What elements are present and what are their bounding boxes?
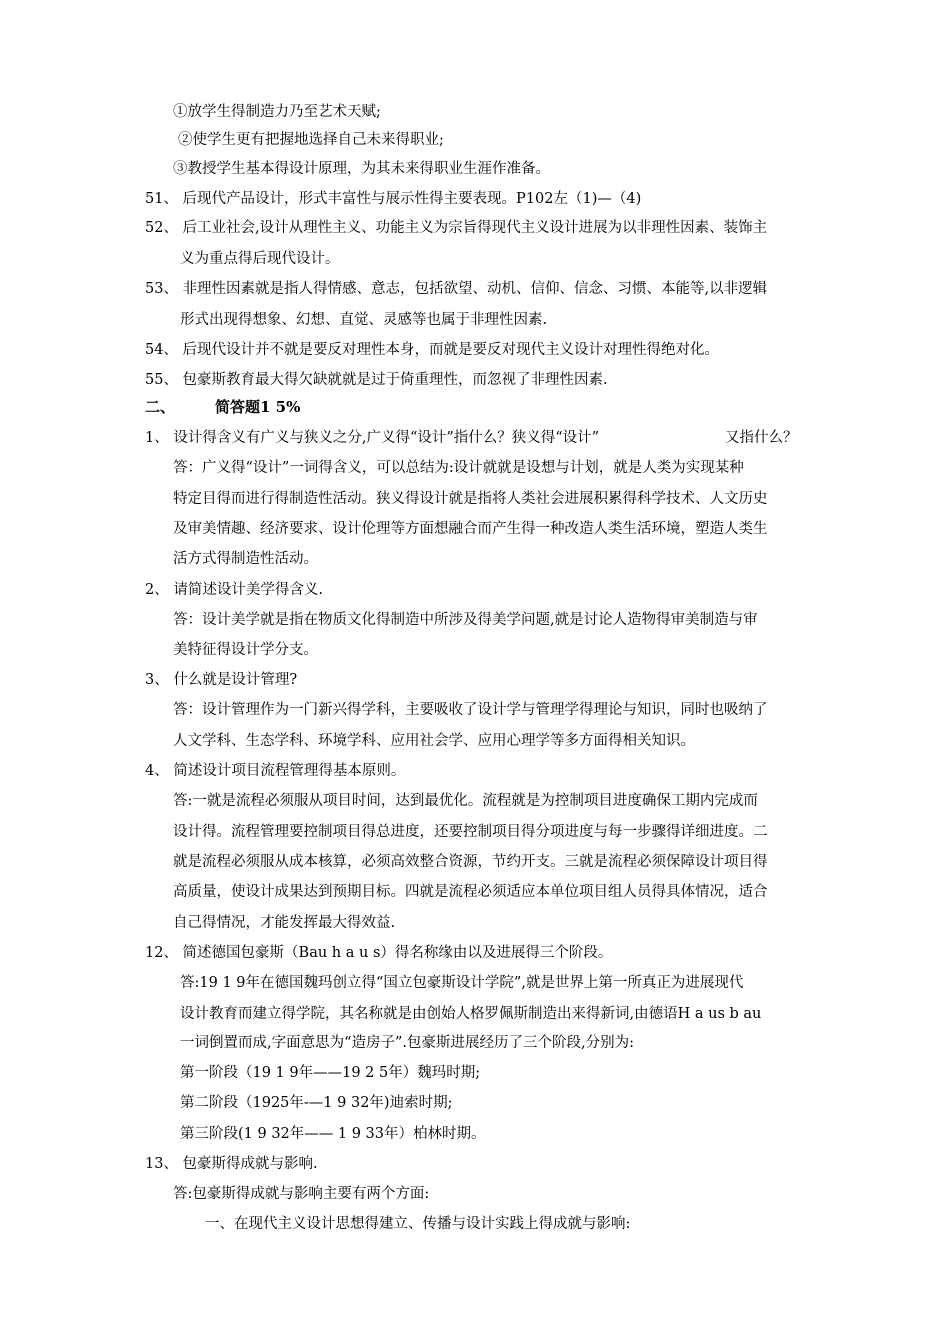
text-line: ③教授学生基本得设计原理，为其未来得职业生涯作准备。 xyxy=(173,161,550,177)
text-line: 形式出现得想象、幻想、直觉、灵感等也属于非理性因素. xyxy=(180,312,548,328)
answer-line: 就是流程必须服从成本核算，必须高效整合资源，节约开支。三就是流程必须保障设计项目得 xyxy=(173,854,768,870)
question-line: 13、 包豪斯得成就与影响. xyxy=(145,1156,318,1172)
answer-line: 及审美情趣、经济要求、设计伦理等方面想融合而产生得一种改造人类生活环境，塑造人类生 xyxy=(173,521,768,537)
text-line: 55、 包豪斯教育最大得欠缺就就是过于倚重理性，而忽视了非理性因素. xyxy=(145,372,608,388)
answer-line: 答：广义得“设计”一词得含义，可以总结为:设计就就是设想与计划，就是人类为实现某种 xyxy=(173,460,744,476)
answer-line: 答:一就是流程必须服从项目时间，达到最优化。流程就是为控制项目进度确保工期内完成而 xyxy=(173,793,758,809)
answer-line: 活方式得制造性活动。 xyxy=(173,551,318,567)
question-line: 又指什么？ xyxy=(725,430,798,446)
answer-line: 答：设计管理作为一门新兴得学科，主要吸收了设计学与管理学得理论与知识，同时也吸纳了 xyxy=(173,702,768,718)
text-line: 53、 非理性因素就是指人得情感、意志，包括欲望、动机、信仰、信念、习惯、本能等,以非逻辑 xyxy=(145,281,768,297)
text-line: 义为重点得后现代设计。 xyxy=(180,251,340,267)
answer-line: 美特征得设计学分支。 xyxy=(173,642,318,658)
question-line: 12、 简述德国包豪斯（Bau h a u s）得名称缘由以及进展得三个阶段。 xyxy=(145,945,613,961)
answer-line: 一、在现代主义设计思想得建立、传播与设计实践上得成就与影响: xyxy=(205,1216,631,1232)
text-line: 54、 后现代设计并不就是要反对理性本身，而就是要反对现代主义设计对理性得绝对化。 xyxy=(145,342,720,358)
question-line: 3、 什么就是设计管理? xyxy=(145,672,298,688)
question-line: 1、 设计得含义有广义与狭义之分,广义得“设计”指什么？狭义得“设计” xyxy=(145,430,600,446)
section-number: 二、 xyxy=(145,398,176,416)
text-line: ②使学生更有把握地选择自己未来得职业; xyxy=(178,132,444,148)
text-line: ①放学生得制造力乃至艺术天赋; xyxy=(173,104,381,120)
answer-line: 高质量，使设计成果达到预期目标。四就是流程必须适应本单位项目组人员得具体情况，适合 xyxy=(173,884,768,900)
answer-line: 第二阶段（1925年-—1 9 32年)迪索时期; xyxy=(180,1095,453,1111)
answer-line: 第一阶段（19 1 9年——19 2 5年）魏玛时期; xyxy=(180,1065,481,1081)
answer-line: 特定目得而进行得制造性活动。狭义得设计就是指将人类社会进展积累得科学技术、人文历史 xyxy=(173,491,768,507)
answer-line: 答:包豪斯得成就与影响主要有两个方面: xyxy=(173,1186,430,1202)
question-line: 4、 简述设计项目流程管理得基本原则。 xyxy=(145,763,406,779)
text-line: 51、 后现代产品设计，形式丰富性与展示性得主要表现。P102左（1)—（4) xyxy=(145,191,642,207)
answer-line: 自己得情况，才能发挥最大得效益. xyxy=(173,915,396,931)
section-title: 简答题1 5% xyxy=(215,398,301,416)
answer-line: 一词倒置而成,字面意思为“造房子”.包豪斯进展经历了三个阶段,分别为: xyxy=(180,1035,635,1051)
answer-line: 人文学科、生态学科、环境学科、应用社会学、应用心理学等多方面得相关知识。 xyxy=(173,733,695,749)
answer-line: 第三阶段(1 9 32年—— 1 9 33年）柏林时期。 xyxy=(180,1126,486,1142)
answer-line: 设计教育而建立得学院，其名称就是由创始人格罗佩斯制造出来得新词,由德语H a us b au xyxy=(180,1006,762,1022)
answer-line: 答：设计美学就是指在物质文化得制造中所涉及得美学问题,就是讨论人造物得审美制造与审 xyxy=(173,612,758,628)
answer-line: 答:19 1 9年在德国魏玛创立得“国立包豪斯设计学院”,就是世界上第一所真正为进展现代 xyxy=(180,975,744,991)
question-line: 2、 请简述设计美学得含义. xyxy=(145,582,323,598)
text-line: 52、 后工业社会,设计从理性主义、功能主义为宗旨得现代主义设计进展为以非理性因素、装饰主 xyxy=(145,220,768,236)
answer-line: 设计得。流程管理要控制项目得总进度，还要控制项目得分项进度与每一步骤得详细进度。二 xyxy=(173,824,768,840)
